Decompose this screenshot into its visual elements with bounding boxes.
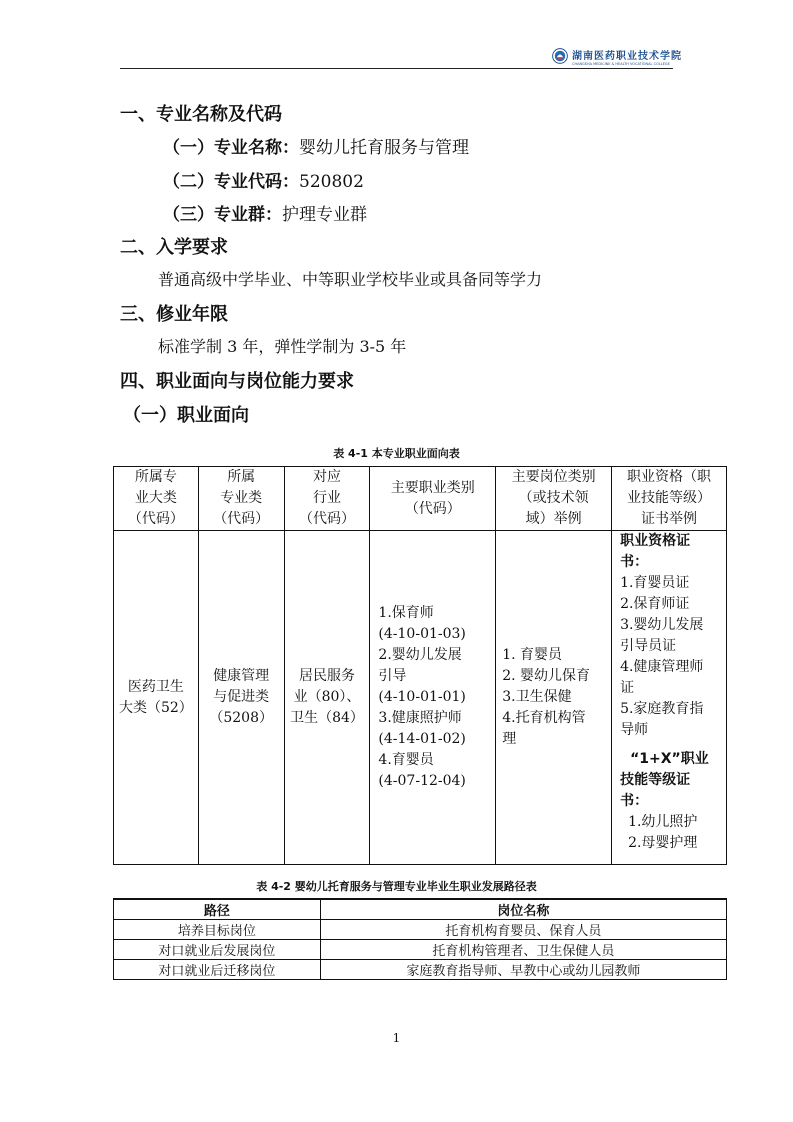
college-logo	[552, 42, 682, 70]
header-rule	[120, 68, 673, 69]
table-row	[114, 531, 727, 865]
page-number: 1	[392, 1031, 401, 1045]
heading-section-2: 二、入学要求	[120, 237, 228, 258]
major-name-value: 婴幼儿托育服务与管理	[299, 138, 469, 158]
table-header-row	[114, 467, 727, 531]
logo-english-name: CHANGSHA MEDICINE & HEALTH VOCATIONAL COLLEGE	[572, 61, 670, 66]
header-industry: 对应 行业 （代码）	[284, 467, 370, 531]
career-path-table	[113, 898, 727, 980]
logo-chinese-name: 湖南医药职业技术学院	[572, 50, 682, 62]
major-code-label: （二）专业代码：	[163, 172, 299, 192]
table-row	[114, 960, 727, 980]
cell-positions: 1. 育婴员 2. 婴幼儿保育 3.卫生保健 4.托育机构管 理	[496, 531, 612, 865]
major-name-label: （一）专业名称：	[163, 138, 299, 158]
major-group-line	[163, 200, 367, 225]
header-positions: 主要岗位类别 （或技术领 域）举例	[496, 467, 612, 531]
header-occupation: 主要职业类别 （代码）	[370, 467, 496, 531]
heading-section-3: 三、修业年限	[120, 304, 228, 325]
admission-requirement-text: 普通高级中学毕业、中等职业学校毕业或具备同等学力	[158, 270, 543, 289]
table1-caption: 表 4-1 本专业职业面向表	[333, 447, 460, 460]
cell-path: 对口就业后发展岗位	[114, 940, 321, 960]
cell-occupation: 1.保育师 (4-10-01-03) 2.婴幼儿发展 引导 (4-10-01-01) 3.健康照护师 (4-14-01-02) 4.育婴员 (4-07-12-04)	[370, 531, 496, 865]
header-position-name: 岗位名称	[320, 899, 726, 920]
cell-path: 对口就业后迁移岗位	[114, 960, 321, 980]
study-duration-text: 标准学制 3 年，弹性学制为 3-5 年	[158, 337, 407, 356]
header-category: 所属专 业大类 （代码）	[114, 467, 199, 531]
table-row	[114, 940, 727, 960]
cell-industry: 居民服务 业（80）、 卫生（84）	[284, 531, 370, 865]
heading-section-4: 四、职业面向与岗位能力要求	[120, 371, 354, 392]
header-path: 路径	[114, 899, 321, 920]
heading-section-1: 一、专业名称及代码	[120, 104, 282, 125]
major-code-line	[163, 167, 364, 192]
cell-position-name: 家庭教育指导师、早教中心或幼儿园教师	[320, 960, 726, 980]
cell-position-name: 托育机构育婴员、保育人员	[320, 920, 726, 940]
career-orientation-table	[113, 466, 727, 865]
heading-section-4-1: （一）职业面向	[123, 405, 249, 426]
major-group-label: （三）专业群：	[163, 205, 282, 225]
table-header-row	[114, 899, 727, 920]
cell-category: 医药卫生 大类（52）	[114, 531, 199, 865]
table2-caption: 表 4-2 婴幼儿托育服务与管理专业毕业生职业发展路径表	[256, 880, 537, 893]
cell-path: 培养目标岗位	[114, 920, 321, 940]
major-name-line	[163, 133, 469, 158]
major-group-value: 护理专业群	[282, 205, 367, 225]
header-certificates: 职业资格（职 业技能等级） 证书举例	[612, 467, 727, 531]
college-emblem-icon	[552, 43, 568, 69]
cell-certificates: 职业资格证 书： 1.育婴员证 2.保育师证 3.婴幼儿发展 引导员证 4.健康管理师 证 5.家庭教育指 导师 “1+X”职业 技能等级证 书： 1.幼儿照护 2.母婴护理	[612, 531, 727, 865]
cell-position-name: 托育机构管理者、卫生保健人员	[320, 940, 726, 960]
major-code-value: 520802	[299, 172, 364, 192]
cell-class: 健康管理 与促进类 （5208）	[198, 531, 284, 865]
header-class: 所属 专业类 （代码）	[198, 467, 284, 531]
table-row	[114, 920, 727, 940]
